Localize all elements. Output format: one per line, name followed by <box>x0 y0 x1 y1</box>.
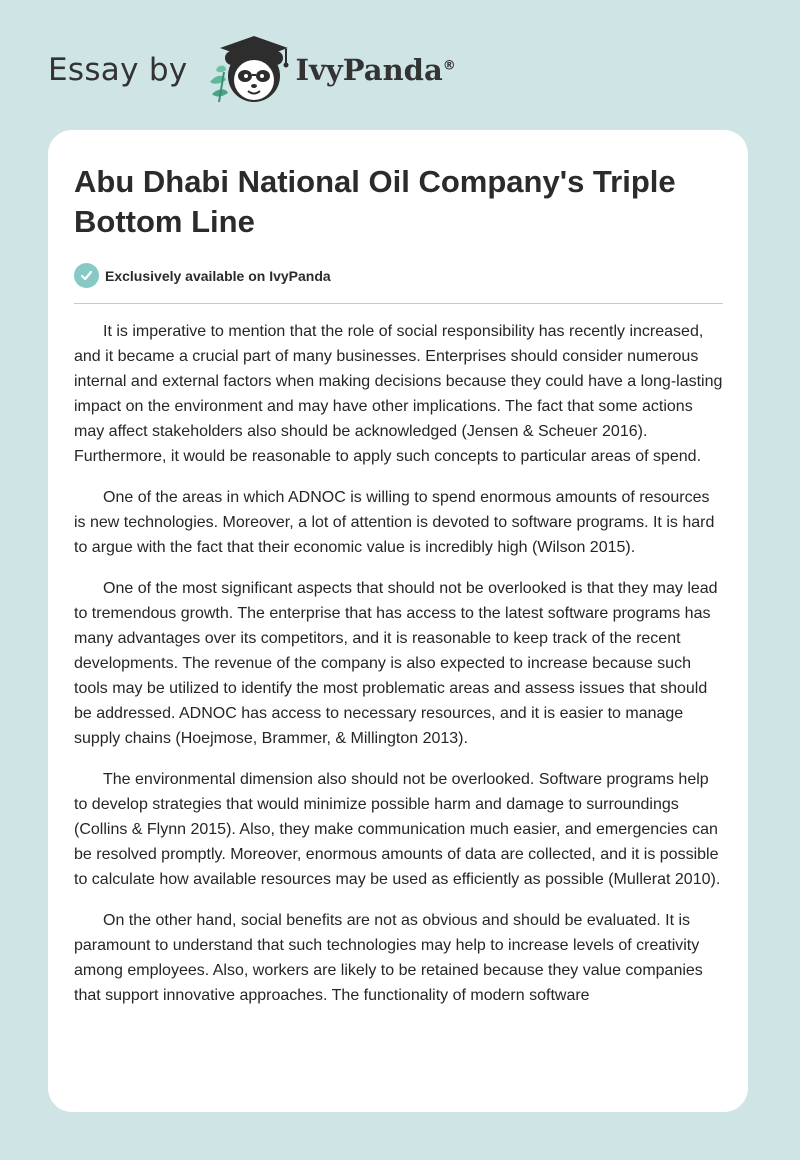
exclusive-badge <box>74 263 331 288</box>
essay-card <box>48 130 748 1112</box>
essay-body <box>74 319 723 1024</box>
panda-graduate-icon[interactable] <box>202 30 294 110</box>
paragraph: One of the areas in which ADNOC is willing to spend enormous amounts of resources is new technologies. Moreover, a lot of attention is devoted to software programs. It is hard to argue with the fact that their economic value is incredibly high (Wilson 2015). <box>74 489 715 556</box>
site-header <box>48 30 456 110</box>
registered-mark: ® <box>442 57 456 73</box>
paragraph: One of the most significant aspects that should not be overlooked is that they may lead to tremendous growth. The enterprise that has access to the latest software programs has many advantages over its competitors, and it is reasonable to keep track of the recent developments. The revenue of the company is also expected to increase because such tools may be utilized to identify the most problematic areas and assess issues that should be addressed. ADNOC has access to necessary resources, and it is easier to manage supply chains (Hoejmose, Brammer, & Millington 2013). <box>74 580 718 747</box>
brand-name[interactable]: IvyPanda® <box>295 52 456 87</box>
divider <box>74 303 723 304</box>
check-icon <box>74 263 99 288</box>
paragraph: It is imperative to mention that the role of social responsibility has recently increased, and it became a crucial part of many businesses. Enterprises should consider numerous internal and external factors when making decisions because they could have a long-lasting impact on the environment and may have other implications. The fact that some actions may affect stakeholders also should be acknowledged (Jensen & Scheuer 2016). Furthermore, it would be reasonable to apply such concepts to particular areas of spend. <box>74 323 723 465</box>
page-title: Abu Dhabi National Oil Company's Triple Bottom Line <box>74 164 676 239</box>
essay-by-label: Essay by <box>48 51 188 88</box>
exclusive-badge-label: Exclusively available on IvyPanda <box>105 267 331 284</box>
paragraph: The environmental dimension also should not be overlooked. Software programs help to develop strategies that would minimize possible harm and damage to surroundings (Collins & Flynn 2015). Also, they make communication much easier, and emergencies can be resolved promptly. Moreover, enormous amounts of data are collected, and it is possible to calculate how available resources may be used as efficiently as possible (Mullerat 2010). <box>74 771 721 888</box>
paragraph: On the other hand, social benefits are not as obvious and should be evaluated. It is paramount to understand that such technologies may help to increase levels of creativity among employees. Also, workers are likely to be retained because they value companies that support innovative approaches. The functionality of modern software <box>74 912 703 1004</box>
